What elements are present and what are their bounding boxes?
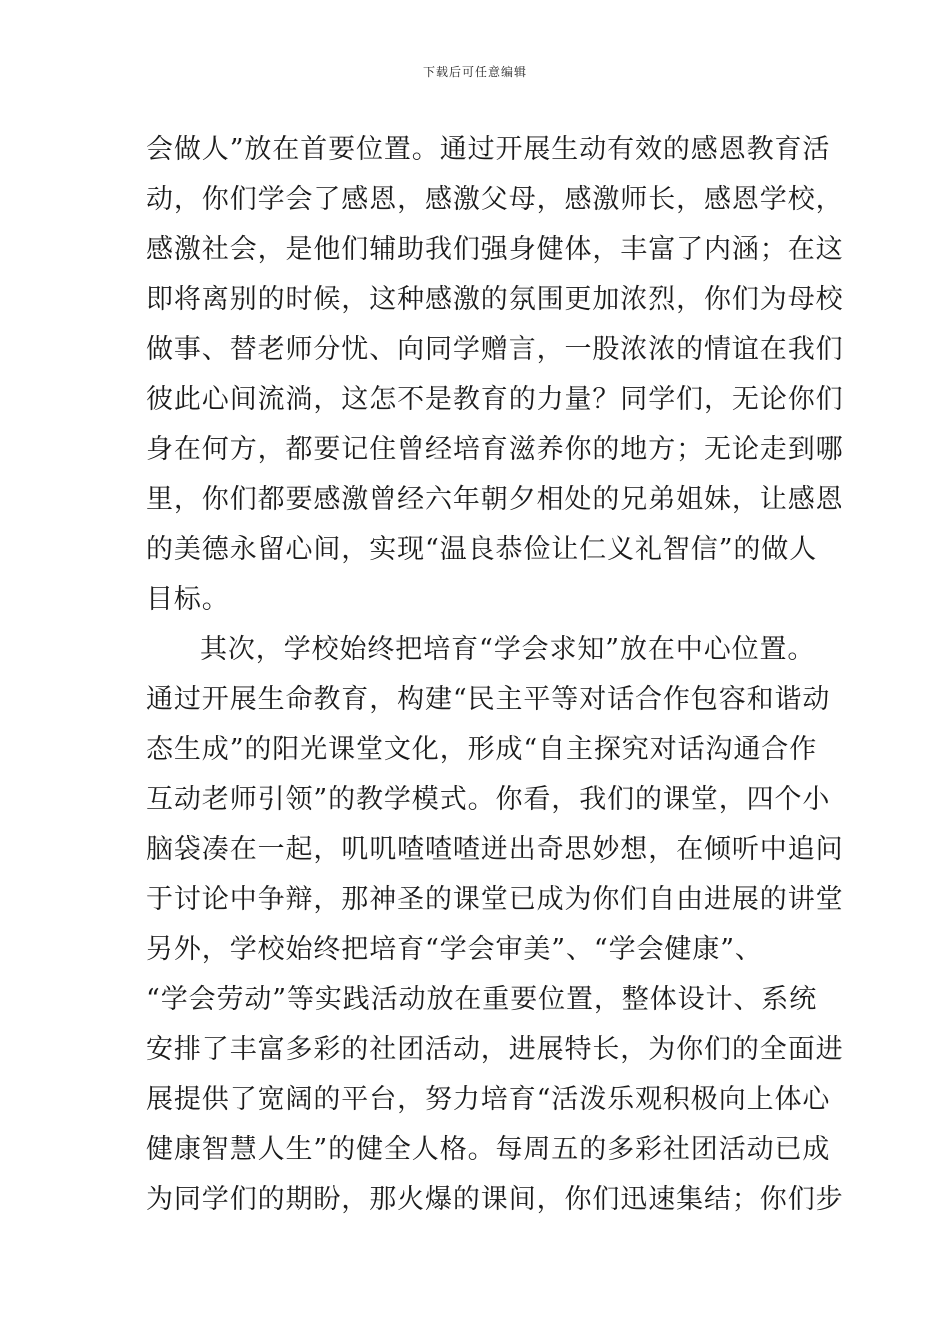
text-line: 健康智慧人生”的健全人格。每周五的多彩社团活动已成 xyxy=(146,1134,831,1165)
text-line: 安排了丰富多彩的社团活动，进展特长，为你们的全面进 xyxy=(146,1034,844,1065)
text-line: 感激社会，是他们辅助我们强身健体，丰富了内涵；在这 xyxy=(146,234,844,265)
text-line: 通过开展生命教育，构建“民主平等对话合作包容和谐动 xyxy=(146,684,831,715)
text-line: 彼此心间流淌，这怎不是教育的力量？同学们，无论你们 xyxy=(146,384,844,415)
text-line: 另外，学校始终把培育“学会审美”、“学会健康”、 xyxy=(146,934,763,965)
text-line: 会做人”放在首要位置。通过开展生动有效的感恩教育活 xyxy=(146,134,831,165)
text-line: 互动老师引领”的教学模式。你看，我们的课堂，四个小 xyxy=(146,784,831,815)
text-line: 做事、替老师分忧、向同学赠言，一股浓浓的情谊在我们 xyxy=(146,334,844,365)
text-line: 脑袋凑在一起，叽叽喳喳喳迸出奇思妙想，在倾听中追问 xyxy=(146,834,844,865)
text-line: 为同学们的期盼，那火爆的课间，你们迅速集结；你们步 xyxy=(146,1184,844,1215)
text-line: 态生成”的阳光课堂文化，形成“自主探究对话沟通合作 xyxy=(146,734,818,765)
text-line: 目标。 xyxy=(146,584,230,615)
paragraph-first-line: 其次，学校始终把培育“学会求知”放在中心位置。 xyxy=(200,634,816,665)
page-header: 下载后可任意编辑 xyxy=(422,65,527,79)
text-line: 于讨论中争辩，那神圣的课堂已成为你们自由进展的讲堂 xyxy=(146,884,844,915)
text-line: 里，你们都要感激曾经六年朝夕相处的兄弟姐妹，让感恩 xyxy=(146,484,844,515)
text-line: 即将离别的时候，这种感激的氛围更加浓烈，你们为母校 xyxy=(146,284,844,315)
text-line: 展提供了宽阔的平台，努力培育“活泼乐观积极向上体心 xyxy=(146,1084,831,1115)
text-line: “学会劳动”等实践活动放在重要位置，整体设计、系统 xyxy=(146,984,818,1015)
text-line: 动，你们学会了感恩，感激父母，感激师长，感恩学校， xyxy=(146,184,844,215)
text-line: 身在何方，都要记住曾经培育滋养你的地方；无论走到哪 xyxy=(146,434,844,465)
text-line: 的美德永留心间，实现“温良恭俭让仁义礼智信”的做人 xyxy=(146,534,818,565)
